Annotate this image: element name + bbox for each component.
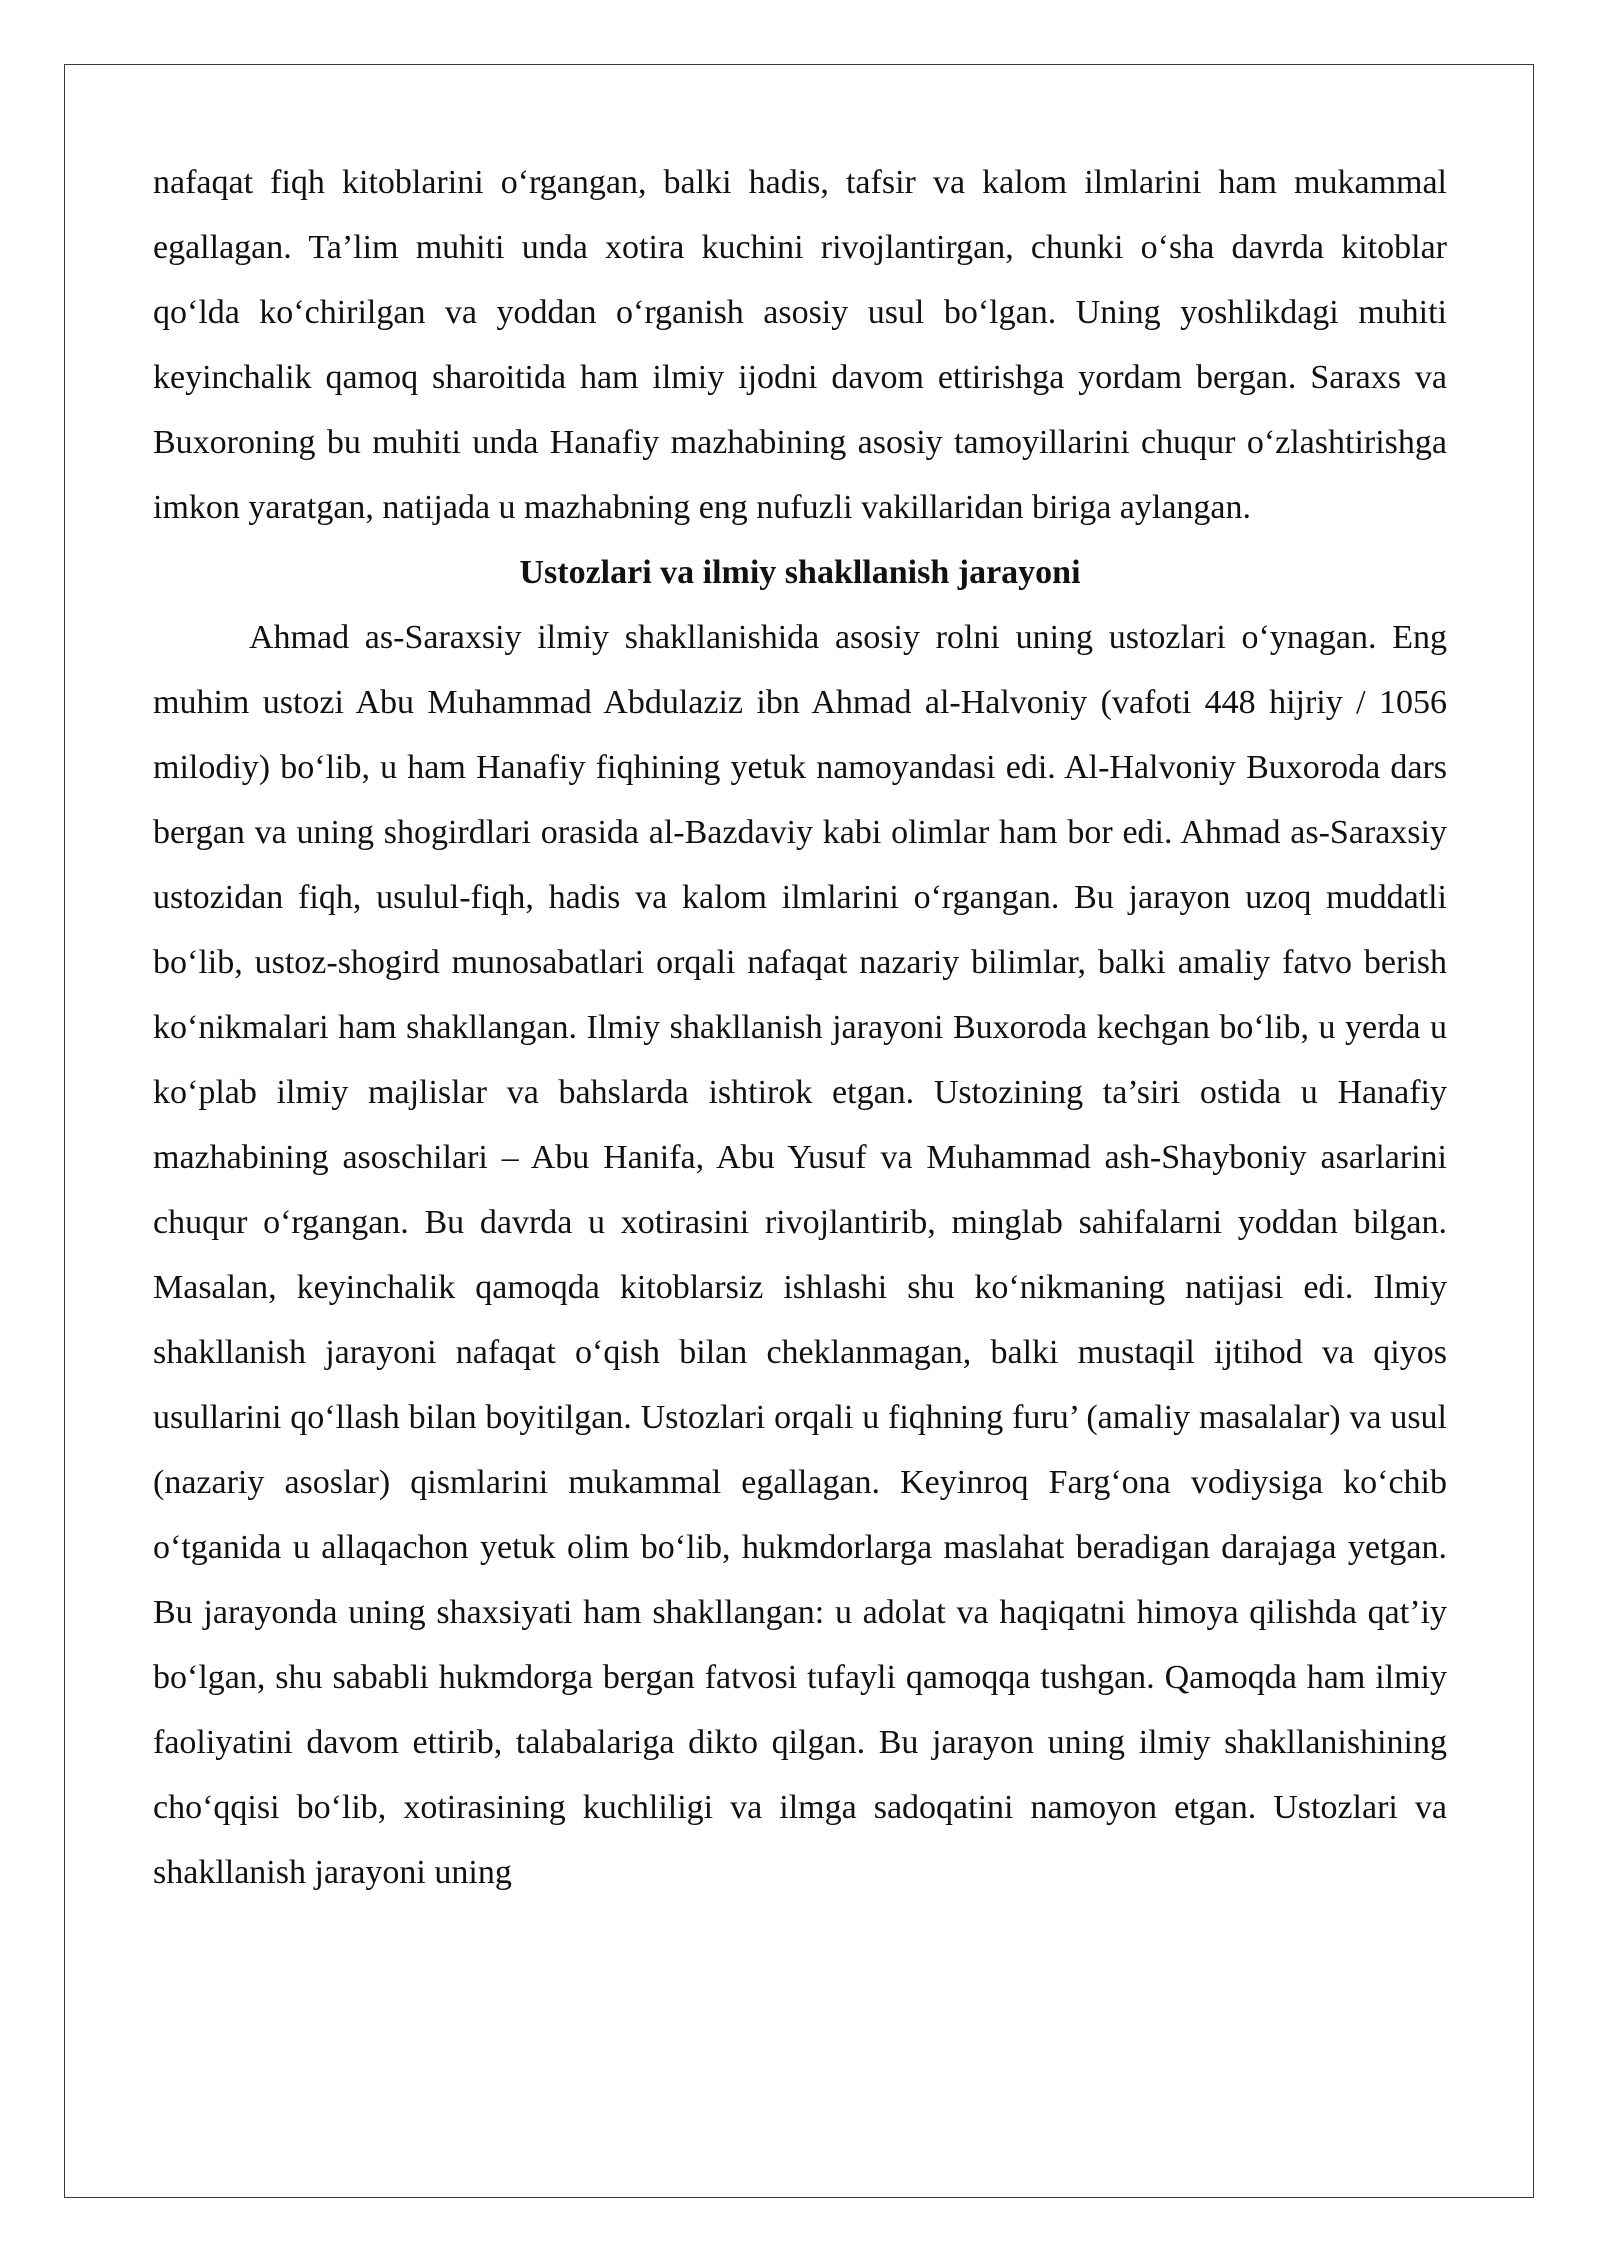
section-heading: Ustozlari va ilmiy shakllanish jarayoni	[519, 554, 1081, 591]
paragraph-continuation: nafaqat fiqh kitoblarini o‘rgangan, balki hadis, tafsir va kalom ilmlarini ham mukammal egallagan. Ta’lim muhiti unda xotira kuchini rivojlantirgan, chunki o‘sha davrda kitoblar qo‘lda ko‘chirilgan va yoddan o‘rganish asosiy usul bo‘lgan. Uning yoshlikdagi muhiti keyinchalik qamoq sharoitida ham ilmiy ijodni davom ettirishga yordam bergan. Saraxs va Buxoroning bu muhiti unda Hanafiy mazhabining asosiy tamoyillarini chuqur o‘zlashtirishga imkon yaratgan, natijada u mazhabning eng nufuzli vakillaridan biriga aylangan.	[153, 164, 1447, 526]
paragraph-main: Ahmad as-Saraxsiy ilmiy shakllanishida asosiy rolni uning ustozlari o‘ynagan. Eng muhim ustozi Abu Muhammad Abdulaziz ibn Ahmad al-Halvoniy (vafoti 448 hijriy / 1056 milodiy) bo‘lib, u ham Hanafiy fiqhining yetuk namoyandasi edi. Al-Halvoniy Buxoroda dars bergan va uning shogirdlari orasida al-Bazdaviy kabi olimlar ham bor edi. Ahmad as-Saraxsiy ustozidan fiqh, usulul-fiqh, hadis va kalom ilmlarini o‘rgangan. Bu jarayon uzoq muddatli bo‘lib, ustoz-shogird munosabatlari orqali nafaqat nazariy bilimlar, balki amaliy fatvo berish ko‘nikmalari ham shakllangan. Ilmiy shakllanish jarayoni Buxoroda kechgan bo‘lib, u yerda u ko‘plab ilmiy majlislar va bahslarda ishtirok etgan. Ustozining ta’siri ostida u Hanafiy mazhabining asoschilari – Abu Hanifa, Abu Yusuf va Muhammad ash-Shayboniy asarlarini chuqur o‘rgangan. Bu davrda u xotirasini rivojlantirib, minglab sahifalarni yoddan bilgan. Masalan, keyinchalik qamoqda kitoblarsiz ishlashi shu ko‘nikmaning natijasi edi. Ilmiy shakllanish jarayoni nafaqat o‘qish bilan cheklanmagan, balki mustaqil ijtihod va qiyos usullarini qo‘llash bilan boyitilgan. Ustozlari orqali u fiqhning furu’ (amaliy masalalar) va usul (nazariy asoslar) qismlarini mukammal egallagan. Keyinroq Farg‘ona vodiysiga ko‘chib o‘tganida u allaqachon yetuk olim bo‘lib, hukmdorlarga maslahat beradigan darajaga yetgan. Bu jarayonda uning shaxsiyati ham shakllangan: u adolat va haqiqatni himoya qilishda qat’iy bo‘lgan, shu sababli hukmdorga bergan fatvosi tufayli qamoqqa tushgan. Qamoqda ham ilmiy faoliyatini davom ettirib, talabalariga dikto qilgan. Bu jarayon uning ilmiy shakllanishining cho‘qqisi bo‘lib, xotirasining kuchliligi va ilmga sadoqatini namoyon etgan. Ustozlari va shakllanish jarayoni uning	[153, 619, 1447, 1891]
document-body	[153, 150, 1447, 1905]
